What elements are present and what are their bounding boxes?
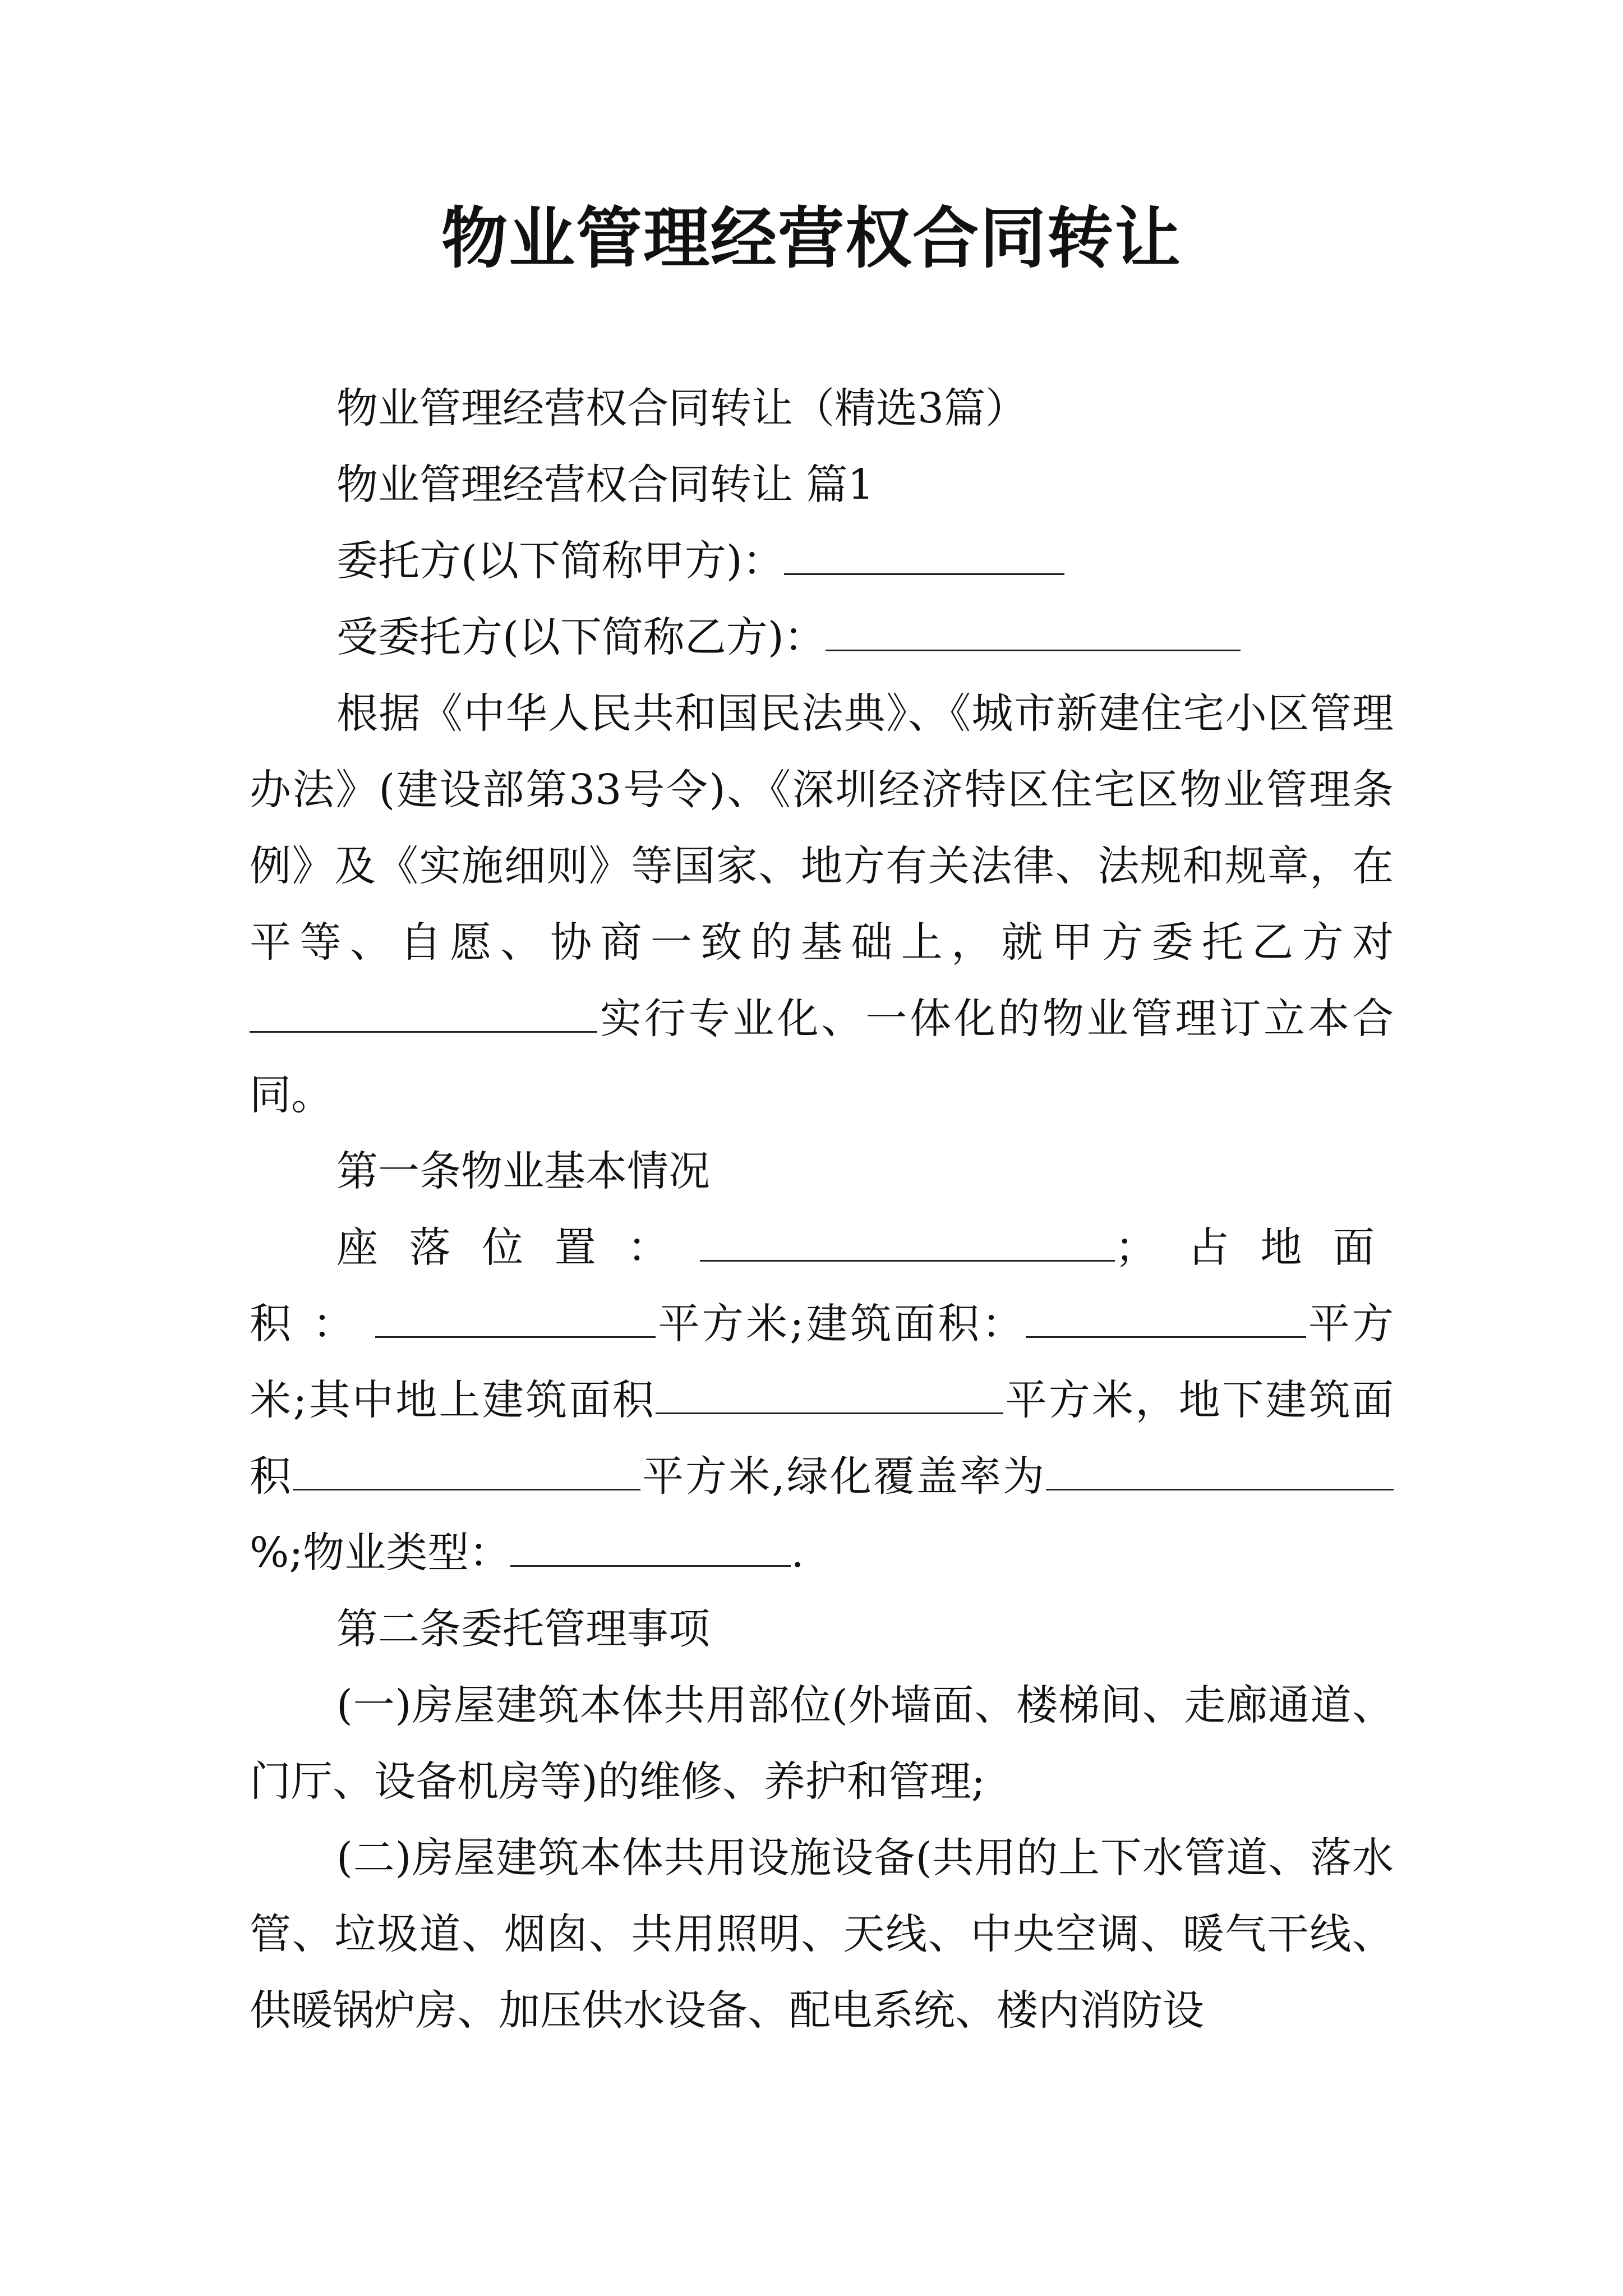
preamble-paragraph xyxy=(250,675,1394,1133)
above-ground-area-blank xyxy=(656,1375,1003,1414)
article1-paragraph xyxy=(250,1209,1394,1591)
subtitle-text: 物业管理经营权合同转让（精选3篇） xyxy=(336,384,1027,432)
unit-sqm-4: 平方米,绿化覆盖率为 xyxy=(640,1452,1046,1501)
preamble-text-2: 实行专业化、一体化的物业管理订立本合同。 xyxy=(250,995,1394,1119)
article1-heading xyxy=(250,1133,1394,1209)
party-b-line xyxy=(250,599,1394,675)
item2-text: (二)房屋建筑本体共用设施设备(共用的上下水管道、落水管、垃圾道、烟囱、共用照明、天线、中央空调、暖气干线、供暖锅炉房、加压供水设备、配电系统、楼内消防设 xyxy=(250,1834,1394,2035)
party-b-blank xyxy=(826,612,1241,651)
part-heading-text: 物业管理经营权合同转让 篇1 xyxy=(336,461,874,509)
property-type-label: 物业类型： xyxy=(303,1529,511,1577)
unit-sqm-2: 平方米;其中地上建筑面积 xyxy=(250,1300,1394,1424)
article2-item-1 xyxy=(250,1667,1394,1820)
land-area-label: ；占地面积： xyxy=(250,1223,1394,1348)
item1-text: (一)房屋建筑本体共用部位(外墙面、楼梯间、走廊通道、门厅、设备机房等)的维修、养护和管理; xyxy=(250,1681,1394,1806)
unit-sqm-3: 平方米，地下建筑面积 xyxy=(250,1376,1394,1501)
building-area-blank xyxy=(1026,1299,1306,1338)
article2-heading xyxy=(250,1591,1394,1667)
document-subtitle xyxy=(250,370,1394,447)
location-blank xyxy=(700,1222,1115,1262)
document-body xyxy=(250,370,1394,2049)
property-name-blank xyxy=(250,993,597,1033)
underground-area-blank xyxy=(293,1451,640,1490)
document-title: 物业管理经营权合同转让 xyxy=(441,199,1182,277)
green-rate-blank xyxy=(1046,1451,1394,1490)
preamble-text-1: 根据《中华人民共和国民法典》、《城市新建住宅小区管理办法》(建设部第33号令)、《深圳经济特区住宅区物业管理条例》及《实施细则》等国家、地方有关法律、法规和规章，在平等、自愿、协商一致的基础上，就甲方委托乙方对 xyxy=(250,689,1394,967)
unit-sqm-1: 平方米;建筑面积： xyxy=(656,1300,1026,1348)
party-a-label: 委托方(以下简称甲方)： xyxy=(336,537,784,585)
article2-item-2 xyxy=(250,1820,1394,2049)
article2-heading-text: 第二条委托管理事项 xyxy=(336,1605,710,1653)
land-area-blank xyxy=(375,1299,656,1338)
party-a-blank xyxy=(784,536,1064,575)
party-b-label: 受委托方(以下简称乙方)： xyxy=(336,613,826,661)
party-a-line xyxy=(250,523,1394,599)
part-heading xyxy=(250,447,1394,523)
percent-sign: %; xyxy=(250,1529,303,1577)
article1-heading-text: 第一条物业基本情况 xyxy=(336,1147,710,1195)
property-type-blank xyxy=(510,1527,791,1567)
location-label: 座落位置： xyxy=(336,1223,700,1272)
period: . xyxy=(791,1529,804,1577)
